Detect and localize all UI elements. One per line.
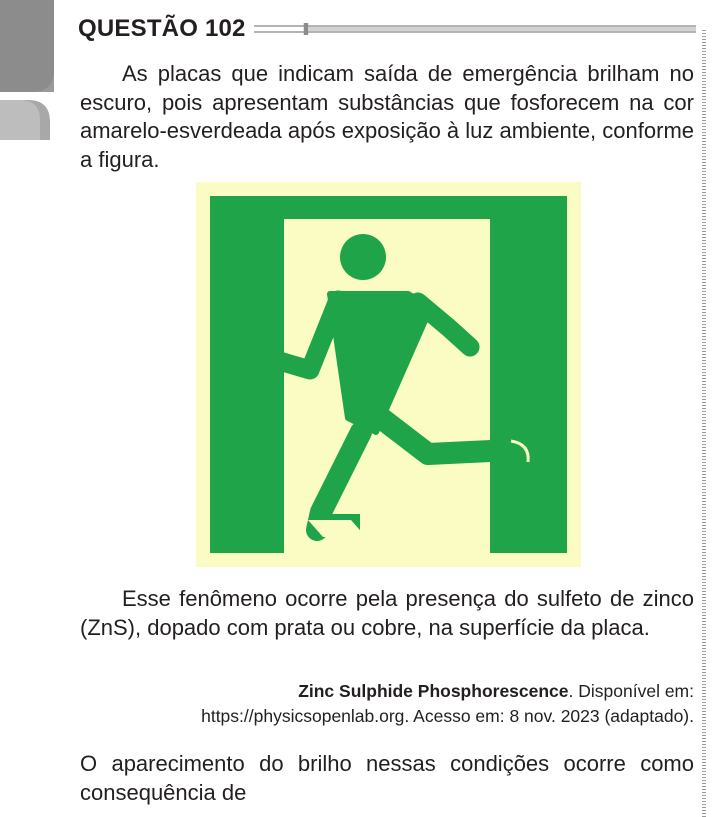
intro-paragraph: As placas que indicam saída de emergência brilham no escuro, pois apresentam substâncias que fosforecem na cor amarelo-esverdeada após exposição à luz ambiente, conforme a figura. xyxy=(80,61,694,172)
question-prompt: O aparecimento do brilho nessas condições ocorre como consequência de xyxy=(80,751,694,805)
source-citation xyxy=(80,679,694,729)
page-tab-decoration xyxy=(0,0,54,140)
emergency-exit-sign-icon xyxy=(196,182,581,567)
explanation-paragraph: Esse fenômeno ocorre pela presença do sulfeto de zinco (ZnS), dopado com prata ou cobre, na superfície da placa. xyxy=(80,586,694,640)
source-title: Zinc Sulphide Phosphorescence xyxy=(298,681,569,701)
question-header xyxy=(78,12,696,46)
question-title: QUESTÃO 102 xyxy=(78,15,246,42)
title-rule xyxy=(254,22,696,36)
source-availability: . Disponível em: xyxy=(568,681,694,701)
page-border-pattern xyxy=(702,30,706,817)
source-url-line: https://physicsopenlab.org. Acesso em: 8 nov. 2023 (adaptado). xyxy=(201,706,694,726)
